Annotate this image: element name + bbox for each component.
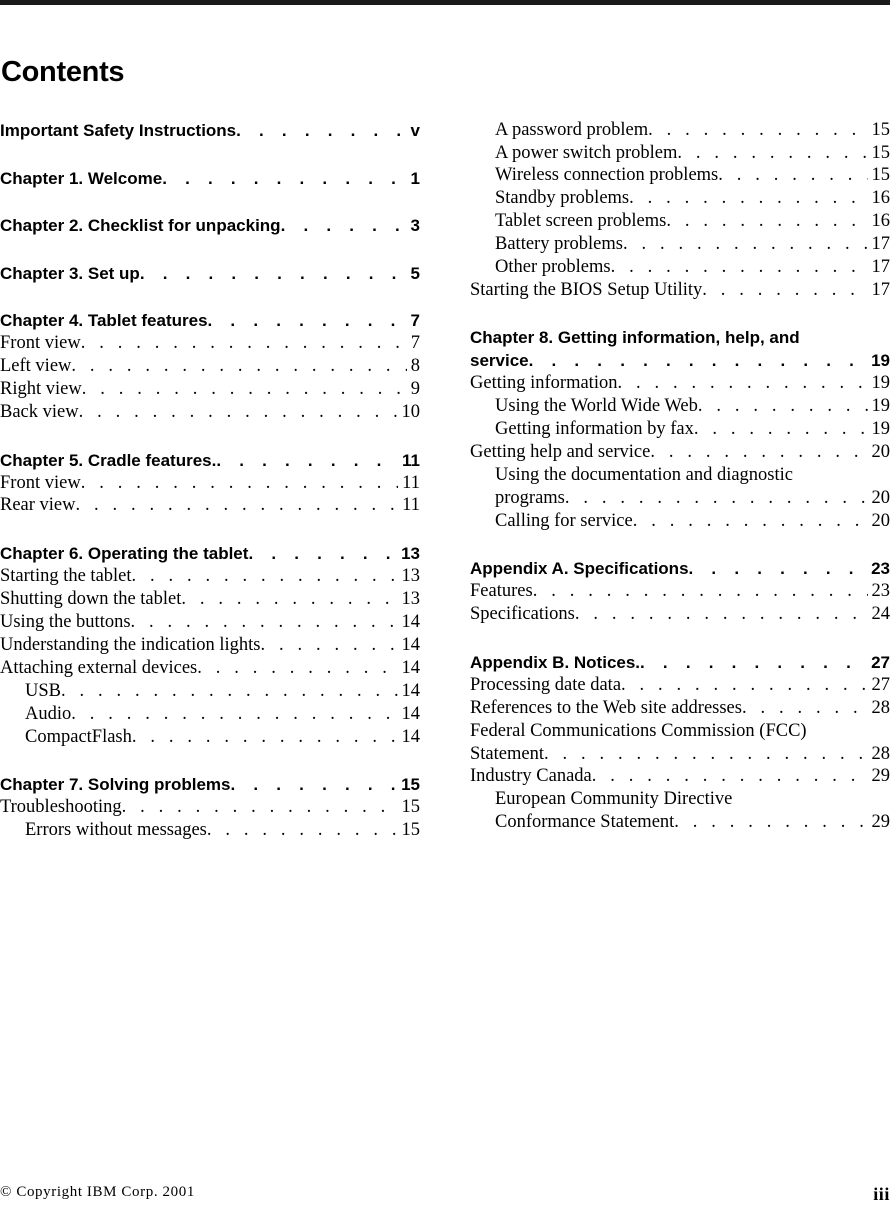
toc-page: 5 (410, 264, 420, 283)
dot-leader (82, 378, 407, 401)
toc-label: Chapter 4. Tablet features (0, 311, 208, 330)
toc-page: 14 (401, 681, 420, 701)
toc-label: Understanding the indication lights (0, 635, 261, 655)
dot-leader (236, 119, 406, 142)
toc-label: Chapter 7. Solving problems (0, 775, 231, 794)
dot-leader (81, 472, 398, 495)
toc-label: References to the Web site addresses (470, 698, 742, 718)
toc-label: Using the buttons (0, 612, 131, 632)
dot-leader (162, 167, 406, 190)
toc-entry-help-and-service[interactable] (470, 441, 890, 464)
toc-label: Chapter 3. Set up (0, 264, 140, 283)
toc-page: 16 (871, 211, 890, 231)
toc-entry-chapter-1[interactable] (0, 167, 420, 190)
dot-leader (71, 703, 397, 726)
toc-page: 14 (401, 658, 420, 678)
toc-label: Back view (0, 402, 79, 422)
toc-entry-appendix-a[interactable] (470, 557, 890, 580)
toc-page: 27 (871, 653, 890, 672)
dot-leader (231, 773, 398, 796)
toc-label: Other problems (495, 257, 611, 277)
toc-page: 11 (402, 495, 420, 515)
toc-entry-web-site-references[interactable] (470, 697, 890, 720)
toc-label: Starting the BIOS Setup Utility (470, 280, 703, 300)
dot-leader (702, 279, 867, 302)
toc-entry-starting-tablet[interactable] (0, 565, 420, 588)
toc-entry-world-wide-web[interactable] (470, 395, 890, 418)
toc-entry-screen-problems[interactable] (470, 210, 890, 233)
toc-label: Getting information (470, 373, 618, 393)
toc-label: Statement (470, 744, 544, 764)
toc-entry-safety[interactable] (0, 119, 420, 142)
toc-label: Battery problems (495, 234, 623, 254)
toc-label: Front view (0, 473, 81, 493)
dot-leader (207, 819, 398, 842)
dot-leader (666, 210, 867, 233)
dot-leader (674, 811, 867, 834)
toc-entry-bios-setup[interactable] (470, 279, 890, 302)
toc-entry-audio[interactable] (0, 703, 420, 726)
toc-page: 17 (871, 280, 890, 300)
dot-leader (694, 418, 868, 441)
dot-leader (698, 395, 868, 418)
toc-page: 11 (402, 451, 420, 470)
toc-page: 13 (401, 589, 420, 609)
toc-label: Calling for service (495, 511, 633, 531)
dot-leader (650, 441, 867, 464)
toc-page: 17 (871, 257, 890, 277)
toc-entry-left-view[interactable] (0, 355, 420, 378)
toc-entry-chapter-2[interactable] (0, 214, 420, 237)
toc-label: Chapter 1. Welcome (0, 169, 163, 188)
dot-leader (181, 588, 397, 611)
toc-entry-chapter-4[interactable] (0, 309, 420, 332)
toc-page: 19 (871, 351, 890, 370)
toc-page: 7 (410, 333, 420, 353)
toc-page: 20 (871, 511, 890, 531)
toc-entry-other-problems[interactable] (470, 256, 890, 279)
toc-page: 14 (401, 635, 420, 655)
toc-page: 9 (410, 379, 420, 399)
toc-page: 13 (401, 566, 420, 586)
dot-leader (529, 349, 867, 372)
toc-page: 17 (871, 234, 890, 254)
toc-page: 16 (871, 188, 890, 208)
toc-entry-indication-lights[interactable] (0, 634, 420, 657)
toc-page: 14 (401, 727, 420, 747)
toc-label: Wireless connection problems (495, 165, 719, 185)
dot-leader (216, 449, 398, 472)
toc-label: Conformance Statement (495, 812, 675, 832)
toc-entry-eu-directive-line1[interactable]: European Community Directive (495, 789, 733, 809)
dot-leader (648, 119, 867, 142)
toc-label: Errors without messages (25, 820, 207, 840)
toc-label: Chapter 5. Cradle features. (0, 451, 217, 470)
toc-page: 29 (871, 766, 890, 786)
toc-label: Specifications (470, 604, 575, 624)
toc-label: Right view (0, 379, 82, 399)
toc-entry-calling-for-service[interactable] (470, 510, 890, 533)
toc-label: Appendix B. Notices. (470, 653, 641, 672)
toc-entry-using-buttons[interactable] (0, 611, 420, 634)
toc-entry-features[interactable] (470, 580, 890, 603)
toc-entry-specifications[interactable] (470, 603, 890, 626)
toc-entry-usb[interactable] (0, 680, 420, 703)
dot-leader (742, 697, 868, 720)
dot-leader (575, 603, 868, 626)
dot-leader (623, 233, 868, 256)
dot-leader (132, 565, 398, 588)
toc-label: Appendix A. Specifications (470, 559, 689, 578)
toc-page: 15 (871, 165, 890, 185)
toc-page: 28 (871, 744, 890, 764)
dot-leader (79, 401, 398, 424)
toc-entry-fcc-statement[interactable] (470, 743, 890, 766)
toc-label: Getting information by fax (495, 419, 694, 439)
toc-label: Chapter 2. Checklist for unpacking (0, 216, 281, 235)
toc-entry-standby-problems[interactable] (470, 187, 890, 210)
dot-leader (621, 674, 867, 697)
toc-label: Chapter 6. Operating the tablet (0, 544, 249, 563)
toc-entry-battery-problems[interactable] (470, 233, 890, 256)
toc-label: Using the World Wide Web (495, 396, 698, 416)
toc-page: 15 (401, 820, 420, 840)
toc-entry-industry-canada[interactable] (470, 765, 890, 788)
toc-page: 14 (401, 704, 420, 724)
dot-leader (633, 510, 868, 533)
toc-page: 24 (871, 604, 890, 624)
toc-page: 10 (401, 402, 420, 422)
toc-page: 23 (871, 559, 890, 578)
dot-leader (71, 355, 406, 378)
toc-entry-getting-information[interactable] (470, 372, 890, 395)
dot-leader (208, 309, 407, 332)
toc-entry-external-devices[interactable] (0, 657, 420, 680)
dot-leader (640, 651, 867, 674)
dot-leader (544, 743, 868, 766)
toc-entry-documentation[interactable] (470, 487, 890, 510)
toc-entry-documentation-line1[interactable]: Using the documentation and diagnostic (495, 465, 793, 485)
toc-entry-chapter-6[interactable] (0, 542, 420, 565)
dot-leader (281, 214, 407, 237)
toc-entry-eu-conformance[interactable] (470, 811, 890, 834)
dot-leader (629, 187, 867, 210)
toc-label: CompactFlash (25, 727, 132, 747)
dot-leader (61, 680, 398, 703)
footer-page-number: iii (873, 1184, 890, 1204)
dot-leader (592, 765, 868, 788)
toc-entry-troubleshooting[interactable] (0, 796, 420, 819)
toc-label: Attaching external devices (0, 658, 198, 678)
toc-label: Processing date data (470, 675, 622, 695)
toc-label: Troubleshooting (0, 797, 122, 817)
toc-entry-right-view[interactable] (0, 378, 420, 401)
toc-label: Audio (25, 704, 72, 724)
toc-label: Tablet screen problems (495, 211, 667, 231)
toc-label: Front view (0, 333, 81, 353)
toc-entry-shutting-down[interactable] (0, 588, 420, 611)
dot-leader (248, 542, 397, 565)
toc-page: 20 (871, 442, 890, 462)
toc-entry-password-problem[interactable] (470, 119, 890, 142)
toc-page: 29 (871, 812, 890, 832)
toc-page: 19 (871, 419, 890, 439)
toc-entry-chapter-7[interactable] (0, 773, 420, 796)
toc-entry-cradle-front-view[interactable] (0, 472, 420, 495)
dot-leader (565, 487, 868, 510)
page-title: Contents (1, 56, 125, 88)
toc-entry-processing-date-data[interactable] (470, 674, 890, 697)
toc-page: 15 (871, 120, 890, 140)
toc-page: 14 (401, 612, 420, 632)
toc-page: 15 (401, 775, 420, 794)
toc-entry-chapter-8-line1[interactable]: Chapter 8. Getting information, help, and (470, 328, 800, 347)
toc-label: Features (470, 581, 533, 601)
toc-label: Getting help and service (470, 442, 651, 462)
toc-entry-chapter-5[interactable] (0, 449, 420, 472)
toc-page: 15 (871, 143, 890, 163)
toc-label: Rear view (0, 495, 76, 515)
toc-label: Starting the tablet (0, 566, 132, 586)
dot-leader (76, 494, 399, 517)
toc-entry-front-view[interactable] (0, 332, 420, 355)
toc-label: USB (25, 681, 61, 701)
toc-page: 19 (871, 396, 890, 416)
dot-leader (81, 332, 407, 355)
dot-leader (261, 634, 398, 657)
dot-leader (131, 611, 398, 634)
toc-page: 13 (401, 544, 420, 563)
toc-page: 19 (871, 373, 890, 393)
toc-page: 1 (410, 169, 420, 188)
toc-page: v (410, 121, 420, 140)
dot-leader (132, 726, 398, 749)
dot-leader (677, 142, 867, 165)
toc-label: Shutting down the tablet (0, 589, 182, 609)
toc-label: Left view (0, 356, 72, 376)
toc-entry-wireless-problems[interactable] (470, 164, 890, 187)
toc-entry-chapter-8[interactable] (470, 349, 890, 372)
dot-leader (689, 557, 868, 580)
toc-entry-cradle-rear-view[interactable] (0, 494, 420, 517)
footer-copyright: © Copyright IBM Corp. 2001 (0, 1184, 195, 1200)
toc-label: programs (495, 488, 565, 508)
toc-entry-back-view[interactable] (0, 401, 420, 424)
toc-page: 7 (410, 311, 420, 330)
top-rule (0, 0, 890, 5)
dot-leader (718, 164, 867, 187)
toc-page: 27 (871, 675, 890, 695)
toc-label: A power switch problem (495, 143, 678, 163)
dot-leader (140, 262, 407, 285)
dot-leader (122, 796, 398, 819)
toc-page: 20 (871, 488, 890, 508)
toc-label: Industry Canada (470, 766, 592, 786)
toc-page: 28 (871, 698, 890, 718)
dot-leader (617, 372, 867, 395)
toc-entry-appendix-b[interactable] (470, 651, 890, 674)
toc-page: 15 (401, 797, 420, 817)
dot-leader (197, 657, 397, 680)
toc-label: Important Safety Instructions (0, 121, 237, 140)
dot-leader (611, 256, 868, 279)
toc-page: 23 (871, 581, 890, 601)
toc-entry-chapter-3[interactable] (0, 262, 420, 285)
toc-entry-compactflash[interactable] (0, 726, 420, 749)
dot-leader (533, 580, 868, 603)
toc-entry-errors-without-messages[interactable] (0, 819, 420, 842)
toc-label: service (470, 351, 529, 370)
toc-page: 3 (410, 216, 420, 235)
toc-page: 11 (402, 473, 420, 493)
toc-entry-fcc-line1[interactable]: Federal Communications Commission (FCC) (470, 721, 807, 741)
toc-entry-power-switch-problem[interactable] (470, 142, 890, 165)
toc-label: Standby problems (495, 188, 630, 208)
toc-label: A password problem (495, 120, 649, 140)
toc-entry-info-by-fax[interactable] (470, 418, 890, 441)
toc-page: 8 (410, 356, 420, 376)
